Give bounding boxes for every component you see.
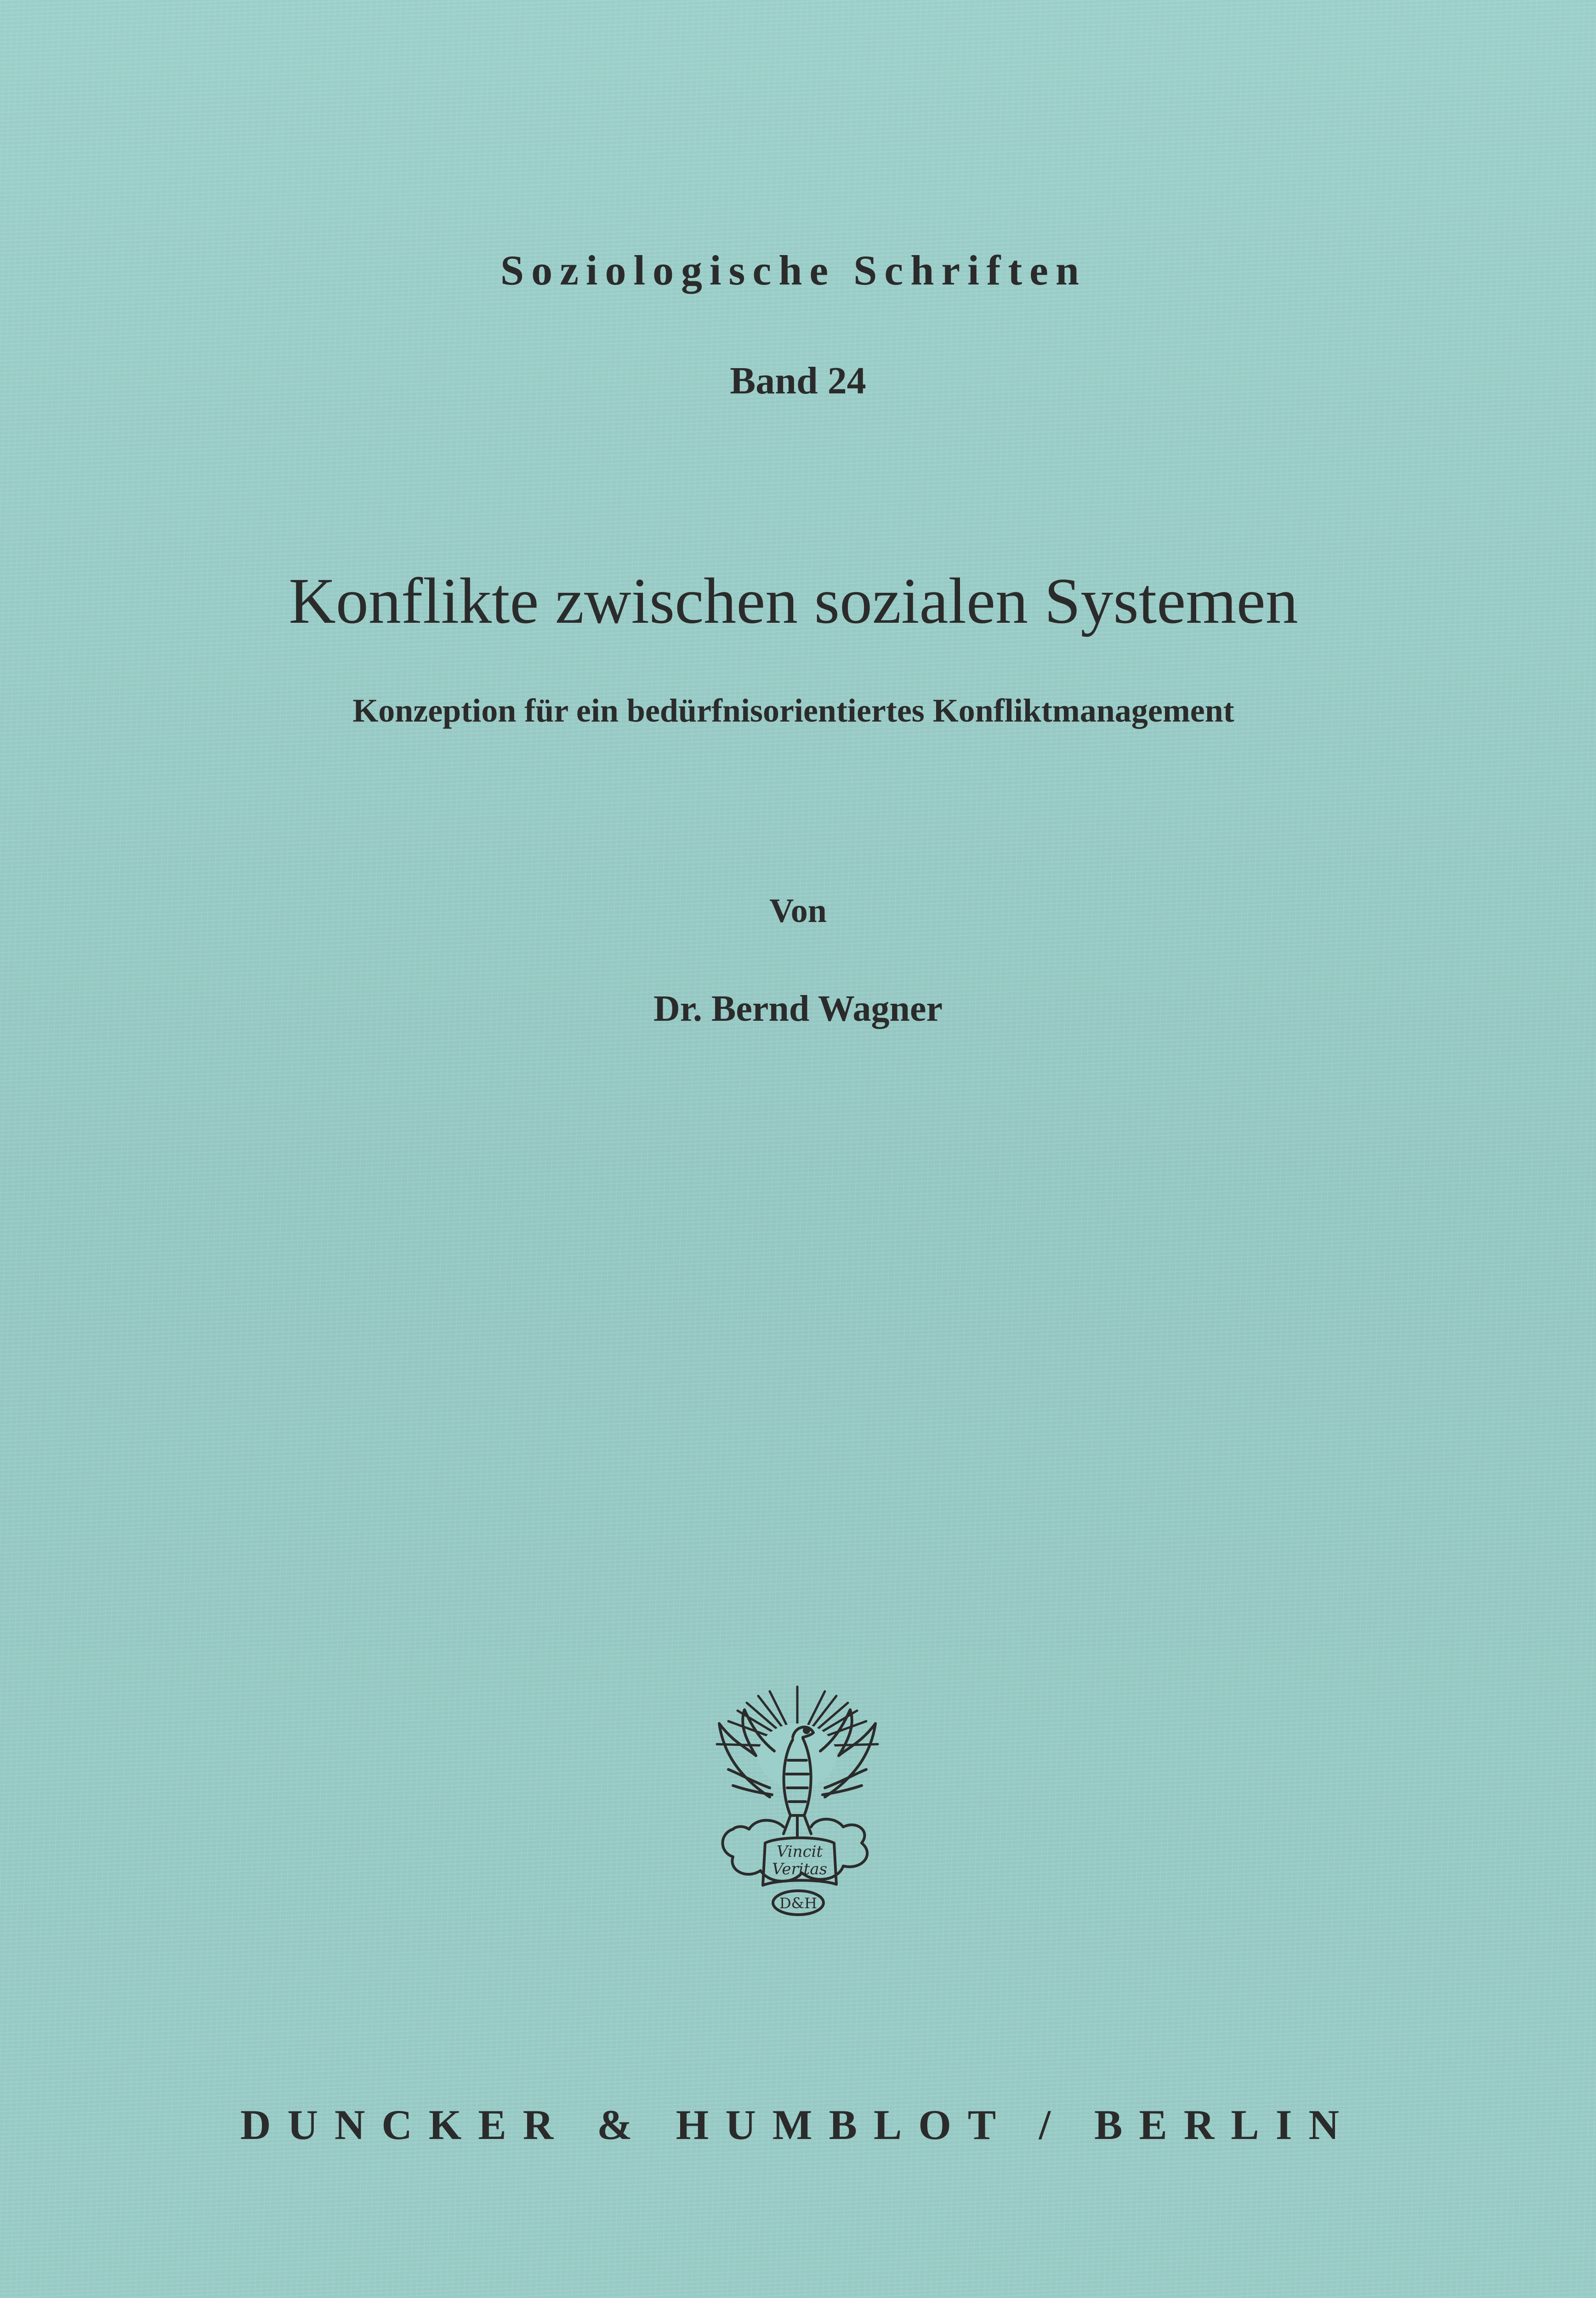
eagle-publisher-emblem-icon [701,1678,894,1935]
logo-motto-line2: Veritas [772,1860,828,1878]
logo-motto-line1: Vincit [776,1843,823,1861]
by-line: Von [769,892,827,930]
series-title: Soziologische Schriften [500,247,1087,294]
author-name: Dr. Bernd Wagner [653,989,943,1029]
book-subtitle: Konzeption für ein bedürfnisorientiertes Konfliktmanagement [352,692,1234,729]
publisher-imprint: DUNCKER & HUMBLOT / BERLIN [240,2101,1356,2148]
volume-number: Band 24 [730,359,866,402]
book-title: Konflikte zwischen sozialen Systemen [289,564,1298,637]
logo-monogram: D&H [779,1894,818,1912]
